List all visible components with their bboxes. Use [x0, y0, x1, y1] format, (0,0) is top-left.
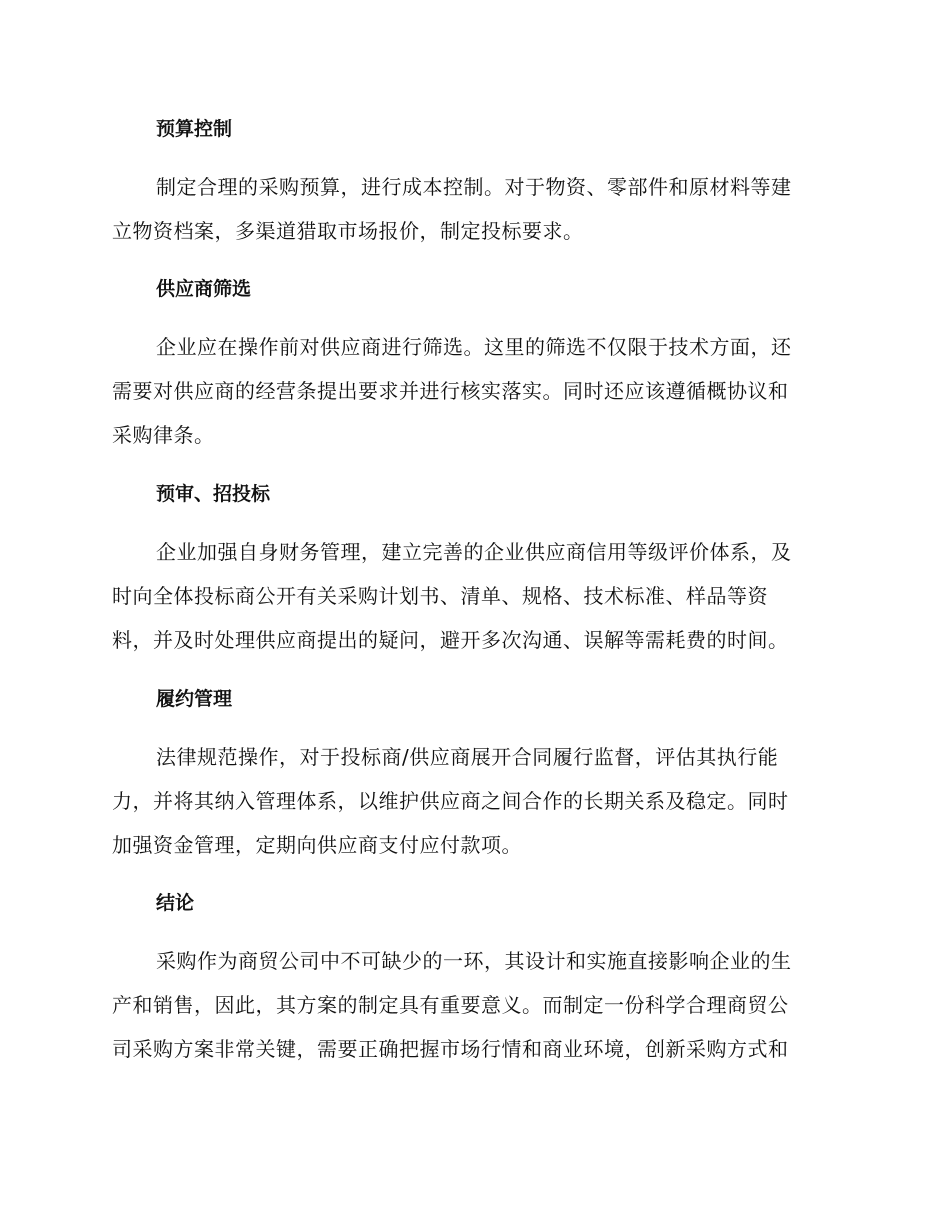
section-heading: 预算控制 [156, 118, 233, 140]
paragraph-line: 企业应在操作前对供应商进行筛选。这里的筛选不仅限于技术方面，还 [156, 335, 792, 359]
section-heading: 结论 [156, 892, 195, 914]
paragraph-line: 司采购方案非常关键，需要正确把握市场行情和商业环境，创新采购方式和 [112, 1037, 789, 1061]
paragraph-line: 采购律条。 [112, 423, 215, 447]
paragraph-line: 力，并将其纳入管理体系，以维护供应商之间合作的长期关系及稳定。同时 [112, 789, 789, 813]
paragraph-line: 企业加强自身财务管理，建立完善的企业供应商信用等级评价体系，及 [156, 540, 792, 564]
paragraph-line: 需要对供应商的经营条提出要求并进行核实落实。同时还应该遵循概协议和 [112, 379, 789, 403]
paragraph-line: 采购作为商贸公司中不可缺少的一环，其设计和实施直接影响企业的生 [156, 949, 792, 973]
paragraph-line: 制定合理的采购预算，进行成本控制。对于物资、零部件和原材料等建 [156, 175, 792, 199]
paragraph-line: 时向全体投标商公开有关采购计划书、清单、规格、技术标准、样品等资 [112, 584, 768, 608]
paragraph-line: 法律规范操作，对于投标商/供应商展开合同履行监督，评估其执行能 [156, 745, 779, 769]
section-heading: 供应商筛选 [156, 278, 252, 300]
paragraph-line: 立物资档案，多渠道猎取市场报价，制定投标要求。 [112, 219, 584, 243]
paragraph-line: 料，并及时处理供应商提出的疑问，避开多次沟通、误解等需耗费的时间。 [112, 628, 789, 652]
paragraph-line: 加强资金管理，定期向供应商支付应付款项。 [112, 833, 522, 857]
section-heading: 履约管理 [156, 688, 233, 710]
paragraph-line: 产和销售，因此，其方案的制定具有重要意义。而制定一份科学合理商贸公 [112, 993, 789, 1017]
section-heading: 预审、招投标 [156, 483, 271, 505]
